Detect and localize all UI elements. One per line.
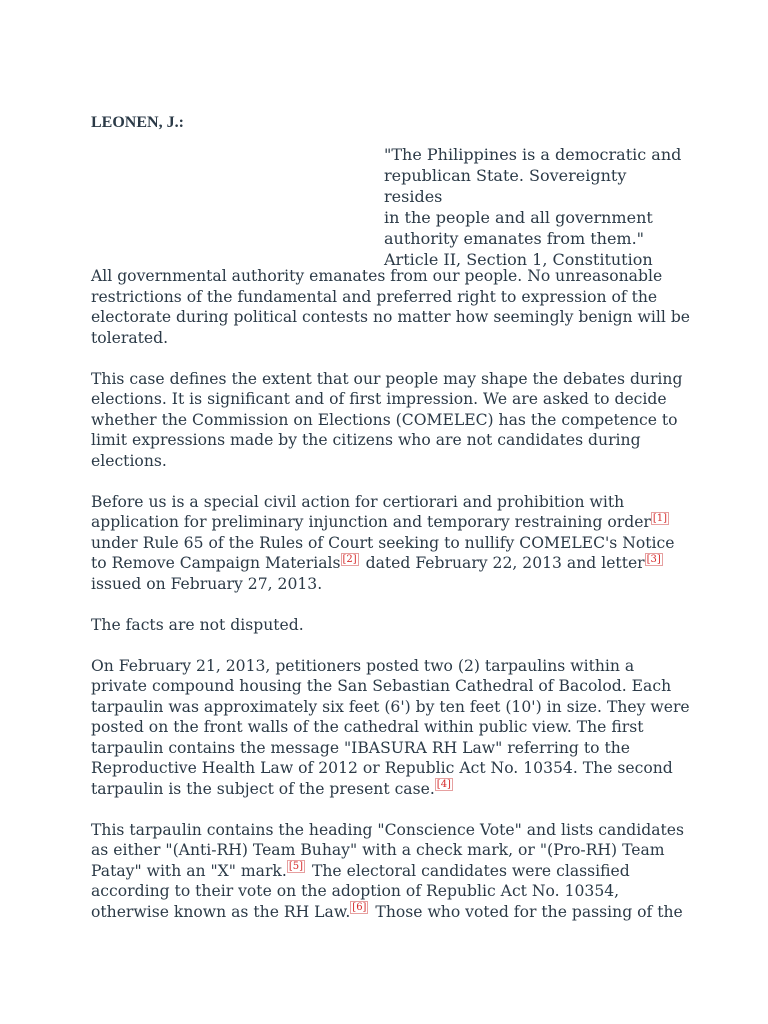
paragraph-5: [91, 656, 691, 800]
paragraph-4: The facts are not disputed.: [91, 615, 304, 634]
paragraph-text: Those who voted for the passing of the: [370, 902, 683, 921]
paragraph-text: This tarpaulin contains the heading "Conscience Vote" and lists candidates as either "(Anti-RH) Team Buhay" with a check mark, or "(Pro-RH) Team Patay" with an "X" mark.: [91, 820, 685, 880]
epigraph-quote: [384, 144, 684, 270]
author-heading: LEONEN, J.:: [91, 114, 184, 131]
epigraph-line: authority emanates from them.": [384, 229, 645, 248]
paragraph-text: issued on February 27, 2013.: [91, 574, 323, 593]
footnote-link-3[interactable]: [3]: [646, 553, 661, 565]
epigraph-line: "The Philippines is a democratic and: [384, 145, 682, 164]
paragraph-2: This case defines the extent that our people may shape the debates during elections. It is significant and of first impression. We are asked to decide whether the Commission on Elections (COMELEC) has the competence to limit expressions made by the citizens who are not candidates during elections.: [91, 369, 683, 470]
footnote-link-6[interactable]: [6]: [352, 902, 367, 914]
footnote-link-1[interactable]: [1]: [652, 512, 668, 524]
epigraph-line: republican State. Sovereignty resides: [384, 166, 627, 206]
footnote-link-5[interactable]: [5]: [288, 861, 304, 873]
paragraph-text: dated February 22, 2013 and letter: [360, 554, 645, 572]
footnote-link-4[interactable]: [4]: [436, 779, 451, 791]
paragraph-text: On February 21, 2013, petitioners posted two (2) tarpaulins within a private compound housing the San Sebastian Cathedral of Bacolod. Each tarpaulin was approximately six feet (6') by ten feet (10') in size. They were posted on the front walls of the cathedral within public view. The first tarpaulin contains the message "IBASURA RH Law" referring to the Reproductive Health Law of 2012 or Republic Act No. 10354. The second tarpaulin is the subject of the present case.: [91, 656, 690, 798]
paragraph-6: [91, 820, 691, 923]
footnote-link-2[interactable]: [2]: [342, 553, 357, 565]
epigraph-line: in the people and all government: [384, 208, 653, 227]
paragraph-text: Before us is a special civil action for certiorari and prohibition with application for preliminary injunction and temporary restraining order: [91, 492, 651, 531]
opinion-body: [91, 266, 691, 943]
epigraph-citation: Article II, Section 1, Constitution: [384, 250, 653, 269]
paragraph-text: The electoral candidates were classified according to their vote on the adoption of Republic Act No. 10354, otherwise known as the RH Law.: [91, 861, 630, 921]
paragraph-1: All governmental authority emanates from our people. No unreasonable restrictions of the fundamental and preferred right to expression of the electorate during political contests no matter how seemingly benign will be tolerated.: [91, 267, 691, 347]
paragraph-3: [91, 492, 691, 595]
paragraph-text: under Rule 65 of the Rules of Court seeking to nullify COMELEC's Notice to Remove Campaign Materials: [91, 533, 675, 572]
